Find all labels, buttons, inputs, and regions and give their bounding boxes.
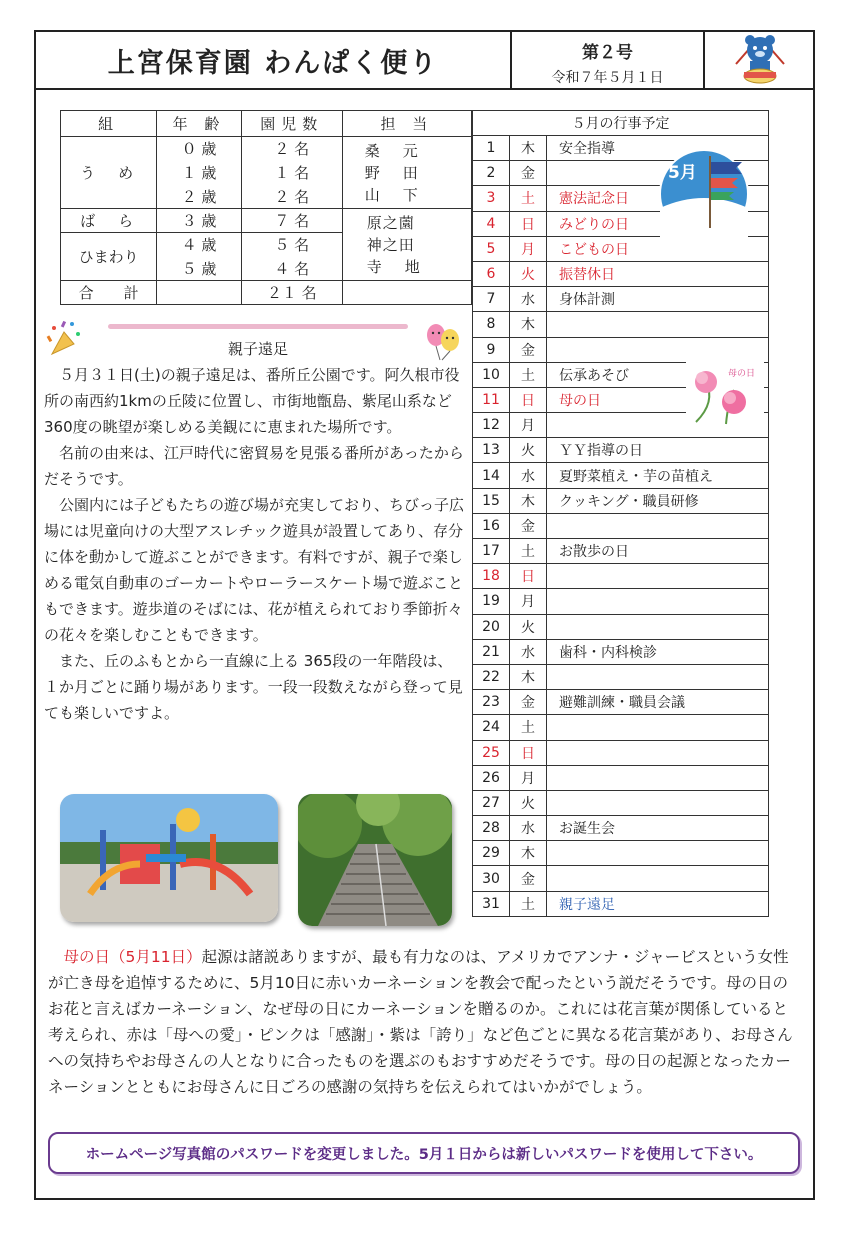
schedule-day: 29 <box>473 841 510 866</box>
schedule-event <box>547 564 769 589</box>
schedule-day: 28 <box>473 816 510 841</box>
total-empty <box>157 281 242 305</box>
schedule-row <box>473 841 769 866</box>
schedule-event <box>547 841 769 866</box>
col-staff: 担 当 <box>342 111 471 137</box>
schedule-event: クッキング・職員研修 <box>547 488 769 513</box>
password-notice: ホームページ写真館のパスワードを変更しました。5月１日からは新しいパスワードを使用して下さい。 <box>48 1132 800 1174</box>
schedule-day: 11 <box>473 387 510 412</box>
schedule-weekday: 火 <box>510 790 547 815</box>
schedule-weekday: 火 <box>510 438 547 463</box>
schedule-event: 安全指導 <box>547 136 769 161</box>
koinobori-badge <box>658 148 750 240</box>
group-name: う め <box>61 137 157 209</box>
schedule-day: 30 <box>473 866 510 891</box>
schedule-title: ５月の行事予定 <box>473 111 769 136</box>
schedule-row <box>473 715 769 740</box>
schedule-row <box>473 539 769 564</box>
schedule-weekday: 水 <box>510 463 547 488</box>
schedule-row <box>473 236 769 261</box>
schedule-weekday: 金 <box>510 337 547 362</box>
mothers-day-highlight: 母の日（5月11日） <box>63 948 202 966</box>
schedule-day: 16 <box>473 513 510 538</box>
schedule-row <box>473 564 769 589</box>
total-row <box>61 281 472 305</box>
schedule-day: 26 <box>473 765 510 790</box>
schedule-row <box>473 866 769 891</box>
count-cell: ４ 名 <box>241 257 342 281</box>
staff-name: 神之田 <box>366 235 415 254</box>
schedule-day: 3 <box>473 186 510 211</box>
schedule-day: 17 <box>473 539 510 564</box>
schedule-event <box>547 790 769 815</box>
schedule-weekday: 金 <box>510 513 547 538</box>
count-cell: ２ 名 <box>241 185 342 209</box>
schedule-day: 25 <box>473 740 510 765</box>
schedule-weekday: 土 <box>510 891 547 916</box>
staff-cell <box>342 209 471 281</box>
mothers-day-section <box>48 944 800 1100</box>
schedule-row <box>473 513 769 538</box>
schedule-event: 伝承あそび <box>547 362 769 387</box>
schedule-weekday: 月 <box>510 589 547 614</box>
bear-drummer-icon <box>707 32 813 88</box>
schedule-row <box>473 740 769 765</box>
badge-text: 5月 <box>668 163 697 183</box>
playground-photo <box>60 794 278 922</box>
schedule-day: 21 <box>473 639 510 664</box>
schedule-day: 12 <box>473 413 510 438</box>
schedule-weekday: 金 <box>510 161 547 186</box>
schedule-event <box>547 614 769 639</box>
article-paragraph: ５月３１日(土)の親子遠足は、番所丘公園です。阿久根市役所の南西約1kmの丘陵に位置し、市街地甑島、紫尾山系など 360度の眺望が楽しめる美観にに恵まれた場所です。 <box>44 366 460 436</box>
schedule-event: お誕生会 <box>547 816 769 841</box>
table-row <box>61 137 472 161</box>
schedule-event <box>547 664 769 689</box>
schedule-day: 14 <box>473 463 510 488</box>
schedule-weekday: 日 <box>510 387 547 412</box>
schedule-day: 19 <box>473 589 510 614</box>
count-cell: ２ 名 <box>241 137 342 161</box>
schedule-event: 憲法記念日 <box>547 186 769 211</box>
schedule-weekday: 日 <box>510 740 547 765</box>
article-title: 親子遠足 <box>227 340 288 358</box>
count-cell: １ 名 <box>241 161 342 185</box>
total-empty <box>342 281 471 305</box>
schedule-row <box>473 337 769 362</box>
staff-name: 野 田 <box>364 163 422 182</box>
schedule-weekday: 水 <box>510 639 547 664</box>
schedule-weekday: 月 <box>510 236 547 261</box>
staff-name: 山 下 <box>364 185 422 204</box>
schedule-event: 身体計測 <box>547 287 769 312</box>
newsletter-title: 上宮保育園 わんぱく便り <box>36 32 512 88</box>
carnation-icon <box>686 362 764 432</box>
schedule-weekday: 木 <box>510 841 547 866</box>
schedule-day: 24 <box>473 715 510 740</box>
schedule-weekday: 火 <box>510 261 547 286</box>
schedule-row <box>473 790 769 815</box>
schedule-row <box>473 463 769 488</box>
total-count: ２１ 名 <box>241 281 342 305</box>
schedule-row <box>473 261 769 286</box>
schedule-row <box>473 312 769 337</box>
schedule-weekday: 木 <box>510 488 547 513</box>
schedule-weekday: 土 <box>510 539 547 564</box>
schedule-weekday: 日 <box>510 211 547 236</box>
schedule-header <box>473 111 769 136</box>
schedule-weekday: 土 <box>510 186 547 211</box>
schedule-day: 2 <box>473 161 510 186</box>
schedule-row <box>473 488 769 513</box>
schedule-event: お散歩の日 <box>547 539 769 564</box>
schedule-weekday: 金 <box>510 866 547 891</box>
article-paragraph: 名前の由来は、江戸時代に密貿易を見張る番所があったからだそうです。 <box>44 444 464 488</box>
article-paragraph: また、丘のふもとから一直線に上る 365段の一年階段は、１か月ごとに踊り場があります。一段一段数えながら登って見ても楽しいですよ。 <box>44 652 463 722</box>
schedule-row <box>473 690 769 715</box>
schedule-event <box>547 513 769 538</box>
article-paragraph: 公園内には子どもたちの遊び場が充実しており、ちびっ子広場には児童向けの大型アスレチック遊具が設置してあり、存分に体を動かして遊ぶことができます。有料ですが、親子で楽しめる電気自動車のゴーカートやローラースケート場で遊ぶこともできます。遊歩道のそばには、花が植えられており季節折々の花々を楽しむこともできます。 <box>44 496 465 644</box>
title-divider <box>108 324 408 329</box>
schedule-row <box>473 287 769 312</box>
staff-name: 寺 地 <box>366 257 424 276</box>
newsletter-page <box>34 30 815 1200</box>
schedule-event: みどりの日 <box>547 211 769 236</box>
carnation-caption: 母の日 <box>728 369 756 379</box>
schedule-event: 母の日 <box>547 387 769 412</box>
issue-number: 第２号 <box>582 43 633 63</box>
schedule-day: 8 <box>473 312 510 337</box>
table-row <box>61 209 472 233</box>
schedule-row <box>473 639 769 664</box>
stairs-photo <box>298 794 452 926</box>
schedule-row <box>473 664 769 689</box>
article-body <box>44 362 464 726</box>
schedule-weekday: 土 <box>510 715 547 740</box>
schedule-weekday: 水 <box>510 816 547 841</box>
schedule-day: 13 <box>473 438 510 463</box>
age-cell: １ 歳 <box>157 161 242 185</box>
schedule-day: 15 <box>473 488 510 513</box>
age-cell: ５ 歳 <box>157 257 242 281</box>
schedule-weekday: 金 <box>510 690 547 715</box>
age-cell: ０ 歳 <box>157 137 242 161</box>
schedule-day: 20 <box>473 614 510 639</box>
schedule-event <box>547 715 769 740</box>
schedule-event: こどもの日 <box>547 236 769 261</box>
schedule-event: 歯科・内科検診 <box>547 639 769 664</box>
schedule-day: 18 <box>473 564 510 589</box>
schedule-row <box>473 589 769 614</box>
issue-box <box>512 32 705 88</box>
schedule-event <box>547 337 769 362</box>
schedule-event: 避難訓練・職員会議 <box>547 690 769 715</box>
total-label: 合 計 <box>61 281 157 305</box>
age-cell: ３ 歳 <box>157 209 242 233</box>
schedule-row <box>473 438 769 463</box>
schedule-day: 27 <box>473 790 510 815</box>
schedule-event <box>547 765 769 790</box>
schedule-weekday: 日 <box>510 564 547 589</box>
schedule-weekday: 月 <box>510 413 547 438</box>
staff-name: 桑 元 <box>364 141 422 160</box>
schedule-day: 22 <box>473 664 510 689</box>
schedule-day: 10 <box>473 362 510 387</box>
schedule-weekday: 木 <box>510 664 547 689</box>
schedule-weekday: 土 <box>510 362 547 387</box>
mothers-day-text: 起源は諸説ありますが、最も有力なのは、アメリカでアンナ・ジャービスという女性が亡き母を追悼するために、5月10日に赤いカーネーションを教会で配ったという説だそうです。母の日のお花と言えばカーネーション、なぜ母の日にカーネーションを贈るのか。これには花言葉が関係していると考えられ、赤は「母への愛」・ピンクは「感謝」・紫は「誇り」など色ごとに異なる花言葉があり、お母さんへの気持ちやお母さんの人となりに合ったものを選ぶのもおすすめだそうです。母の日の起源となったカーネーションとともにお母さんに日ごろの感謝の気持ちを伝えられてはいかがでしょう。 <box>48 948 793 1096</box>
schedule-event: 夏野菜植え・芋の苗植え <box>547 463 769 488</box>
schedule-row <box>473 765 769 790</box>
schedule-row <box>473 816 769 841</box>
class-table-header <box>61 111 472 137</box>
schedule-event: 親子遠足 <box>547 891 769 916</box>
schedule-event <box>547 740 769 765</box>
count-cell: ５ 名 <box>241 233 342 257</box>
issue-date: 令和７年５月１日 <box>551 70 664 86</box>
staff-cell <box>342 137 471 209</box>
class-table <box>60 110 472 305</box>
schedule-weekday: 月 <box>510 765 547 790</box>
group-name: ひまわり <box>61 233 157 281</box>
schedule-weekday: 水 <box>510 287 547 312</box>
schedule-day: 6 <box>473 261 510 286</box>
col-group: 組 <box>61 111 157 137</box>
schedule-event: ＹＹ指導の日 <box>547 438 769 463</box>
schedule-day: 7 <box>473 287 510 312</box>
schedule-day: 23 <box>473 690 510 715</box>
schedule-row <box>473 614 769 639</box>
header <box>36 32 813 90</box>
count-cell: ７ 名 <box>241 209 342 233</box>
schedule-event <box>547 312 769 337</box>
schedule-weekday: 木 <box>510 312 547 337</box>
staff-name: 原之薗 <box>366 213 415 232</box>
schedule-weekday: 火 <box>510 614 547 639</box>
schedule-row <box>473 891 769 916</box>
group-name: ば ら <box>61 209 157 233</box>
col-age: 年 齢 <box>157 111 242 137</box>
schedule-event <box>547 866 769 891</box>
schedule-weekday: 木 <box>510 136 547 161</box>
schedule-day: 1 <box>473 136 510 161</box>
col-count: 園児数 <box>241 111 342 137</box>
schedule-day: 9 <box>473 337 510 362</box>
schedule-day: 5 <box>473 236 510 261</box>
age-cell: ４ 歳 <box>157 233 242 257</box>
age-cell: ２ 歳 <box>157 185 242 209</box>
schedule-event: 振替休日 <box>547 261 769 286</box>
schedule-day: 31 <box>473 891 510 916</box>
schedule-event <box>547 589 769 614</box>
schedule-day: 4 <box>473 211 510 236</box>
